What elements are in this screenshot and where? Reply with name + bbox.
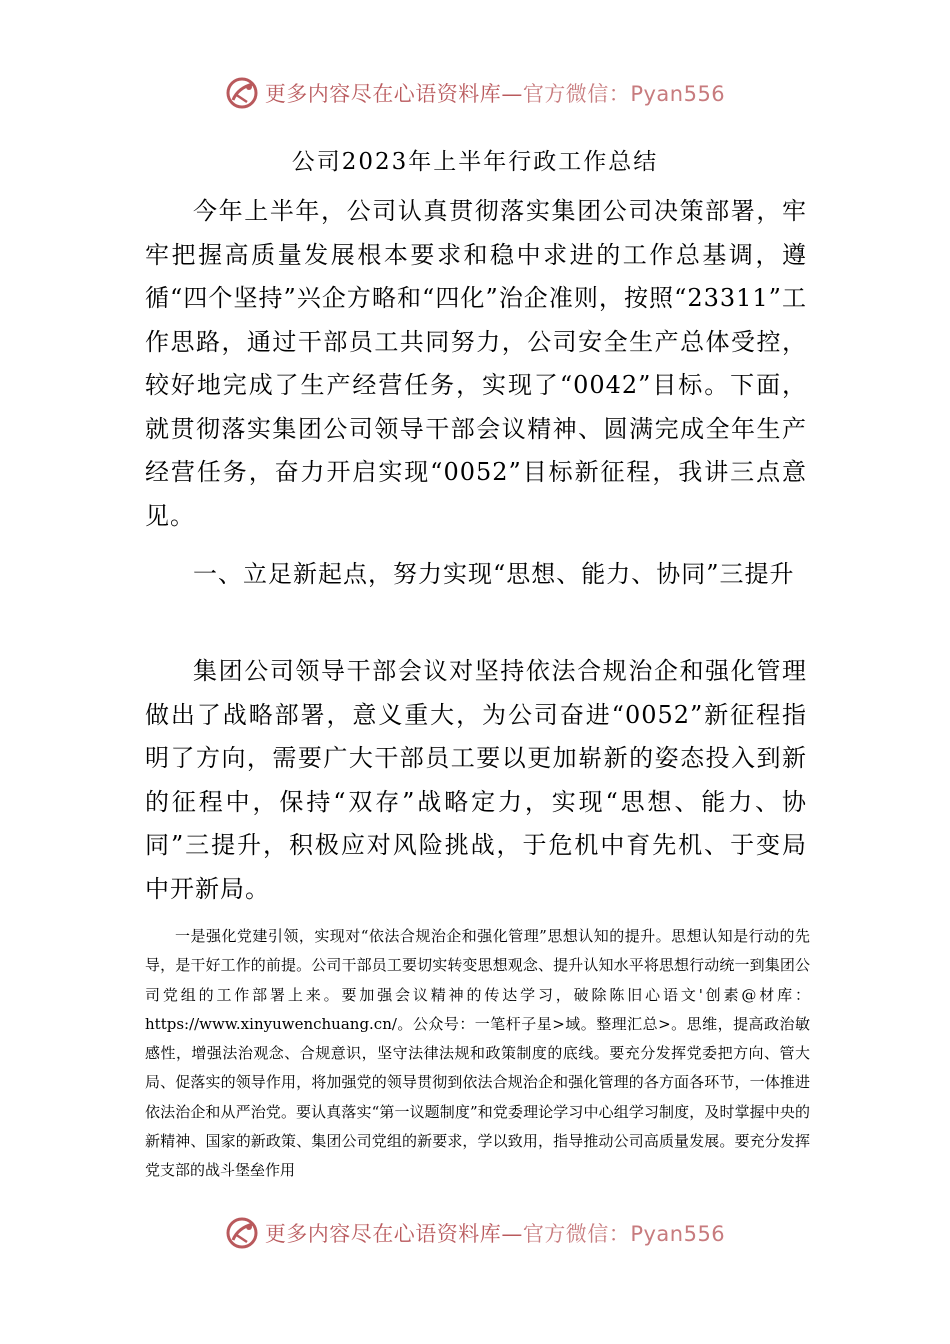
banner-text-line [265, 78, 725, 108]
section-heading-1: 一、立足新起点，努力实现“思想、能力、协同”三提升 [193, 560, 795, 588]
banner-slogan: 更多内容尽在心语资料库 [264, 82, 502, 106]
banner-wechat-label: 官方微信： [522, 1222, 631, 1246]
banner-slogan: 更多内容尽在心语资料库 [264, 1222, 502, 1246]
banner-text-line [265, 1218, 725, 1248]
banner-wechat-label: 官方微信： [522, 82, 631, 106]
banner-separator: — [501, 1222, 523, 1246]
brand-logo-icon [225, 76, 259, 110]
section-1-detail-paragraph: 一是强化党建引领，实现对“依法合规治企和强化管理”思想认知的提升。思想认知是行动的先导，是干好工作的前提。公司干部员工要切实转变思想观念、提升认知水平将思想行动统一到集团公司党组的工作部署上来。要加强会议精神的传达学习，破除陈旧心语文'创素@材库：https://www.xinyuwenchuang.cn/。公众号：一笔杆子星>域。整理汇总>。思维，提高政治敏感性，增强法治观念、合规意识，坚守法律法规和政策制度的底线。要充分发挥党委把方向、管大局、促落实的领导作用，将加强党的领导贯彻到依法合规治企和强化管理的各方面各环节，一体推进依法治企和从严治党。要认真落实“第一议题制度”和党委理论学习中心组学习制度，及时掌握中央的新精神、国家的新政策、集团公司党组的新要求，学以致用，指导推动公司高质量发展。要充分发挥党支部的战斗堡垒作用 [145, 927, 810, 1180]
section-1-paragraph: 集团公司领导干部会议对坚持依法合规治企和强化管理做出了战略部署，意义重大，为公司奋进“0052”新征程指明了方向，需要广大干部员工要以更加崭新的姿态投入到新的征程中，保持“双存”战略定力，实现“思想、能力、协同”三提升，积极应对风险挑战，于危机中育先机、于变局中开新局。 [145, 657, 807, 903]
banner-separator: — [501, 82, 523, 106]
footer-watermark-banner [0, 1208, 950, 1258]
brand-logo-icon [225, 1216, 259, 1250]
banner-wechat-id: Pyan556 [630, 1222, 726, 1246]
header-watermark-banner [0, 68, 950, 118]
document-title: 公司2023年上半年行政工作总结 [291, 149, 659, 175]
intro-paragraph: 今年上半年，公司认真贯彻落实集团公司决策部署，牢牢把握高质量发展根本要求和稳中求进的工作总基调，遵循“四个坚持”兴企方略和“四化”治企准则，按照“23311”工作思路，通过干部员工共同努力，公司安全生产总体受控，较好地完成了生产经营任务，实现了“0042”目标。下面，就贯彻落实集团公司领导干部会议精神、圆满完成全年生产经营任务，奋力开启实现“0052”目标新征程，我讲三点意见。 [145, 197, 807, 530]
banner-wechat-id: Pyan556 [630, 82, 726, 106]
